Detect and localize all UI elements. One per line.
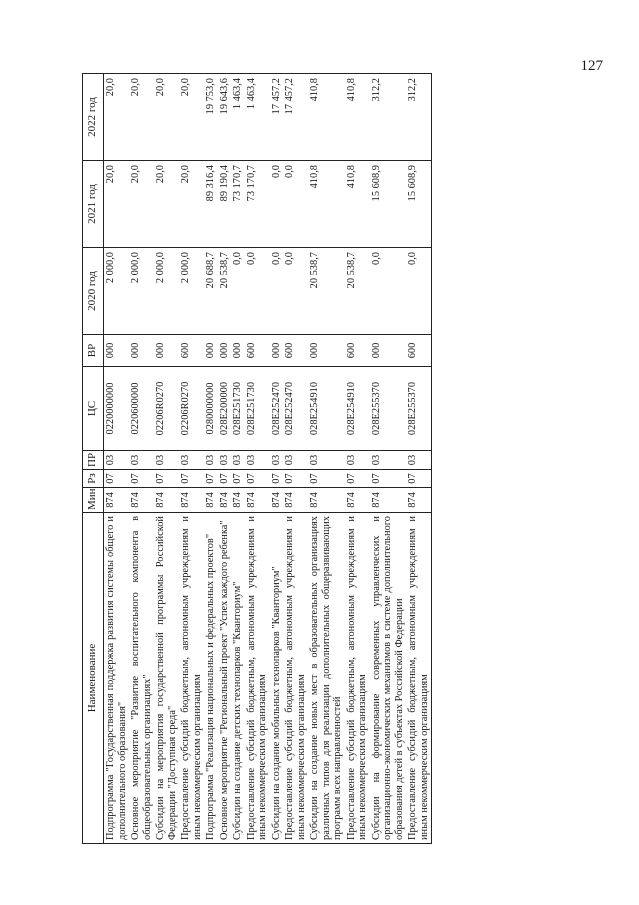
table-cell-vr: 000	[218, 335, 232, 367]
table-row	[104, 74, 130, 844]
table-row	[245, 74, 270, 844]
table-cell-name: Подпрограмма "Реализация национальных и федеральных проектов"	[204, 513, 218, 844]
header-2022: 2022 год	[83, 74, 104, 161]
table-cell-name: Предоставление субсидий бюджетным, автономным учреждениям и иным некоммерческим организациям	[406, 513, 432, 844]
table-cell-cs: 0280000000	[204, 367, 218, 451]
table-cell-min: 874	[204, 488, 218, 513]
header-pr: ПР	[83, 451, 104, 470]
table-cell-min: 874	[406, 488, 432, 513]
table-cell-2022: 312,2	[406, 74, 432, 161]
table-cell-pr: 03	[270, 451, 284, 470]
table-cell-name: Предоставление субсидий бюджетным, автономным учреждениям и иным некоммерческим организациям	[283, 513, 308, 844]
table-cell-min: 874	[308, 488, 345, 513]
table-cell-2020: 0,0	[283, 248, 308, 335]
table-cell-cs: 028E200000	[218, 367, 232, 451]
table-cell-2021: 73 170,7	[231, 161, 245, 248]
table-cell-pr: 03	[245, 451, 270, 470]
table-cell-name: Субсидии на формирование современных управленческих и организационно-экономических механизмов в системе дополнительного образования детей в субъектах Российской Федерации	[370, 513, 407, 844]
table-cell-2020: 0,0	[231, 248, 245, 335]
table-cell-name: Субсидии на мероприятия государственной программы Российской Федерации "Доступная среда"	[154, 513, 179, 844]
table-cell-vr: 000	[308, 335, 345, 367]
table-cell-cs: 028E254910	[345, 367, 370, 451]
header-2021: 2021 год	[83, 161, 104, 248]
table-row	[179, 74, 204, 844]
table-cell-2020: 20 538,7	[308, 248, 345, 335]
table-cell-2022: 1 463,4	[231, 74, 245, 161]
table-cell-cs: 02206R0270	[179, 367, 204, 451]
table-cell-2022: 19 643,6	[218, 74, 232, 161]
header-2020: 2020 год	[83, 248, 104, 335]
table-cell-rz: 07	[370, 470, 407, 488]
table-cell-2020: 2 000,0	[104, 248, 130, 335]
table-cell-name: Подпрограмма "Государственная поддержка развития системы общего и дополнительного образования"	[104, 513, 130, 844]
table-cell-2020: 0,0	[245, 248, 270, 335]
table-cell-rz: 07	[204, 470, 218, 488]
table-cell-vr: 600	[245, 335, 270, 367]
table-cell-min: 874	[129, 488, 154, 513]
table-cell-vr: 600	[179, 335, 204, 367]
table-cell-2020: 20 688,7	[204, 248, 218, 335]
table-cell-2022: 312,2	[370, 74, 407, 161]
table-cell-2022: 410,8	[345, 74, 370, 161]
table-cell-pr: 03	[406, 451, 432, 470]
table-cell-pr: 03	[308, 451, 345, 470]
table-cell-min: 874	[231, 488, 245, 513]
table-cell-vr: 600	[345, 335, 370, 367]
table-cell-cs: 028E251730	[245, 367, 270, 451]
table-row	[345, 74, 370, 844]
table-cell-min: 874	[179, 488, 204, 513]
table-row	[204, 74, 218, 844]
table-row	[270, 74, 284, 844]
table-cell-2020: 0,0	[370, 248, 407, 335]
table-cell-pr: 03	[345, 451, 370, 470]
header-cs: ЦС	[83, 367, 104, 451]
table-cell-min: 874	[245, 488, 270, 513]
table-cell-rz: 07	[231, 470, 245, 488]
table-cell-2022: 17 457,2	[270, 74, 284, 161]
table-row	[406, 74, 432, 844]
table-cell-2022: 19 753,0	[204, 74, 218, 161]
table-cell-2021: 20,0	[154, 161, 179, 248]
table-cell-rz: 07	[179, 470, 204, 488]
table-cell-2020: 20 538,7	[345, 248, 370, 335]
table-row	[154, 74, 179, 844]
table-cell-name: Субсидии на создание мобильных технопарков "Кванториум"	[270, 513, 284, 844]
table-cell-rz: 07	[218, 470, 232, 488]
table-row	[218, 74, 232, 844]
table-cell-name: Предоставление субсидий бюджетным, автономным учреждениям и иным некоммерческим организациям	[345, 513, 370, 844]
table-cell-pr: 03	[204, 451, 218, 470]
table-cell-2020: 0,0	[406, 248, 432, 335]
table-cell-vr: 000	[104, 335, 130, 367]
table-cell-pr: 03	[231, 451, 245, 470]
table-row	[283, 74, 308, 844]
table-cell-2021: 410,8	[345, 161, 370, 248]
table-cell-cs: 0220000000	[104, 367, 130, 451]
table-cell-vr: 000	[231, 335, 245, 367]
table-cell-vr: 000	[370, 335, 407, 367]
table-cell-2021: 20,0	[129, 161, 154, 248]
table-cell-min: 874	[154, 488, 179, 513]
table-cell-vr: 600	[406, 335, 432, 367]
table-cell-2021: 15 608,9	[370, 161, 407, 248]
header-vr: ВР	[83, 335, 104, 367]
table-cell-min: 874	[104, 488, 130, 513]
table-cell-2022: 20,0	[179, 74, 204, 161]
table-cell-cs: 028E252470	[283, 367, 308, 451]
table-cell-cs: 028E254910	[308, 367, 345, 451]
table-cell-2021: 73 170,7	[245, 161, 270, 248]
table-body	[104, 74, 432, 844]
table-cell-rz: 07	[345, 470, 370, 488]
table-row	[129, 74, 154, 844]
table-cell-cs: 0220600000	[129, 367, 154, 451]
table-cell-pr: 03	[154, 451, 179, 470]
table-cell-2021: 410,8	[308, 161, 345, 248]
table-cell-vr: 000	[129, 335, 154, 367]
budget-table	[82, 73, 432, 844]
table-cell-min: 874	[345, 488, 370, 513]
table-cell-2020: 2 000,0	[154, 248, 179, 335]
table-cell-name: Субсидии на создание детских технопарков "Кванториум"	[231, 513, 245, 844]
table-cell-pr: 03	[129, 451, 154, 470]
table-cell-pr: 03	[370, 451, 407, 470]
table-cell-vr: 000	[204, 335, 218, 367]
table-cell-2022: 1 463,4	[245, 74, 270, 161]
header-rz: Рз	[83, 470, 104, 488]
table-cell-2020: 0,0	[270, 248, 284, 335]
table-cell-2021: 15 608,9	[406, 161, 432, 248]
table-cell-pr: 03	[179, 451, 204, 470]
table-cell-2021: 89 190,4	[218, 161, 232, 248]
table-cell-rz: 07	[270, 470, 284, 488]
table-cell-rz: 07	[245, 470, 270, 488]
table-cell-2022: 17 457,2	[283, 74, 308, 161]
table-cell-2022: 20,0	[154, 74, 179, 161]
table-cell-rz: 07	[104, 470, 130, 488]
table-cell-rz: 07	[129, 470, 154, 488]
table-cell-name: Предоставление субсидий бюджетным, автономным учреждениям и иным некоммерческим организациям	[179, 513, 204, 844]
table-cell-pr: 03	[104, 451, 130, 470]
table-cell-rz: 07	[154, 470, 179, 488]
table-cell-name: Предоставление субсидий бюджетным, автономным учреждениям и иным некоммерческим организациям	[245, 513, 270, 844]
table-cell-name: Основное мероприятие "Развитие воспитательного компонента в общеобразовательных организациях"	[129, 513, 154, 844]
table-row	[370, 74, 407, 844]
table-cell-rz: 07	[308, 470, 345, 488]
table-row	[308, 74, 345, 844]
table-cell-vr: 000	[154, 335, 179, 367]
table-cell-2022: 410,8	[308, 74, 345, 161]
table-cell-pr: 03	[218, 451, 232, 470]
table-cell-vr: 600	[283, 335, 308, 367]
table-cell-rz: 07	[406, 470, 432, 488]
table-cell-name: Основное мероприятие "Региональный проект "Успех каждого ребенка"	[218, 513, 232, 844]
table-cell-cs: 028E255370	[370, 367, 407, 451]
table-cell-2022: 20,0	[129, 74, 154, 161]
table-cell-cs: 028E251730	[231, 367, 245, 451]
table-cell-2021: 0,0	[283, 161, 308, 248]
table-cell-2020: 2 000,0	[179, 248, 204, 335]
table-cell-2021: 0,0	[270, 161, 284, 248]
table-cell-2021: 20,0	[104, 161, 130, 248]
table-cell-2021: 89 316,4	[204, 161, 218, 248]
table-header-row	[83, 74, 104, 844]
rotated-table-container	[82, 74, 562, 844]
table-cell-min: 874	[283, 488, 308, 513]
table-cell-min: 874	[370, 488, 407, 513]
table-cell-cs: 028E252470	[270, 367, 284, 451]
table-cell-cs: 028E255370	[406, 367, 432, 451]
table-cell-2021: 20,0	[179, 161, 204, 248]
table-cell-vr: 000	[270, 335, 284, 367]
page-number: 127	[580, 58, 603, 74]
table-cell-name: Субсидии на создание новых мест в образовательных организациях различных типов для реализации дополнительных общеразвивающих программ всех направленностей	[308, 513, 345, 844]
table-cell-pr: 03	[283, 451, 308, 470]
table-cell-min: 874	[270, 488, 284, 513]
table-cell-rz: 07	[283, 470, 308, 488]
table-cell-min: 874	[218, 488, 232, 513]
table-cell-2020: 20 538,7	[218, 248, 232, 335]
table-cell-2020: 2 000,0	[129, 248, 154, 335]
header-min: Мин	[83, 488, 104, 513]
table-row	[231, 74, 245, 844]
table-cell-cs: 02206R0270	[154, 367, 179, 451]
header-name: Наименование	[83, 513, 104, 844]
table-cell-2022: 20,0	[104, 74, 130, 161]
